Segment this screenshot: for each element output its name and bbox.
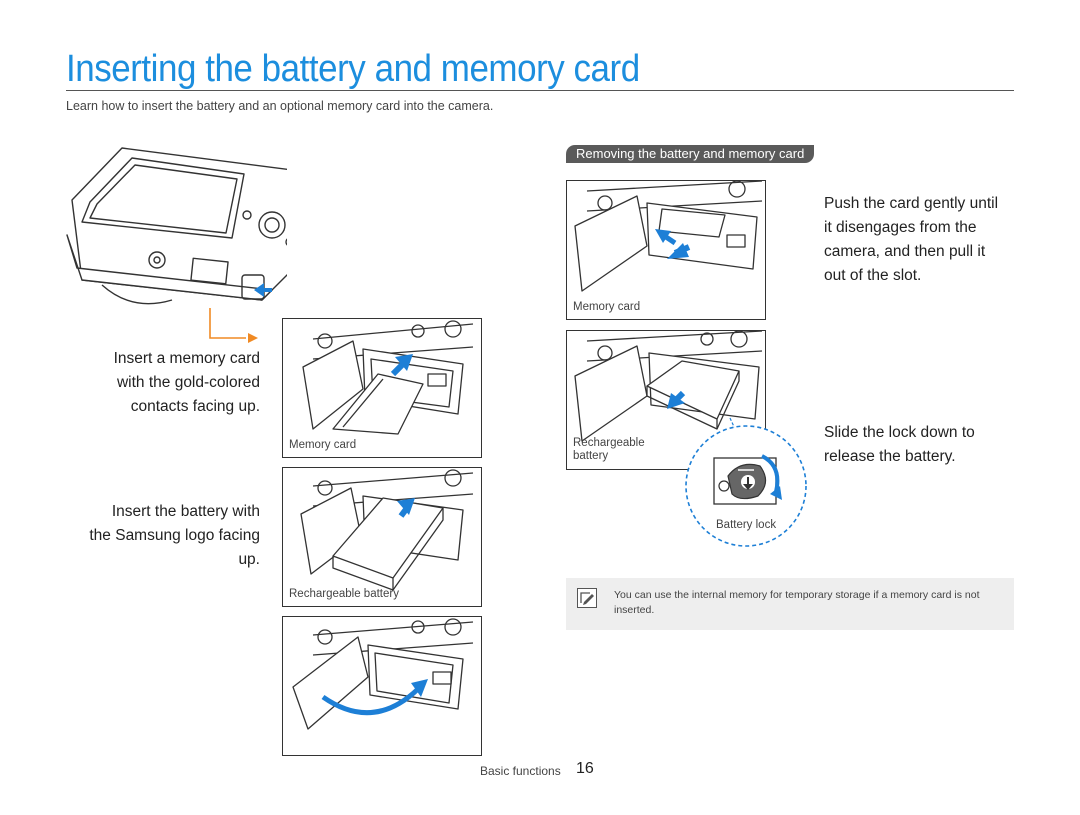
instruction-line: Push the card gently until — [824, 195, 999, 212]
footer-section-label: Basic functions — [480, 764, 561, 778]
instruction-line: the Samsung logo facing — [89, 527, 260, 544]
camera-bottom-illustration — [62, 140, 287, 350]
memory-card-remove-illustration — [567, 181, 766, 320]
note-text: You can use the internal memory for temporary storage if a memory card is not inserted. — [614, 589, 980, 616]
instruction-line: release the battery. — [824, 448, 956, 465]
instruction-line: up. — [238, 551, 260, 568]
page-title: Inserting the battery and memory card — [66, 48, 640, 90]
caption-line: battery — [573, 450, 609, 462]
page-subtitle: Learn how to insert the battery and an optional memory card into the camera. — [66, 99, 494, 113]
memory-card-caption: Memory card — [573, 301, 641, 313]
instruction-line: contacts facing up. — [130, 398, 260, 415]
battery-lock-caption: Battery lock — [716, 519, 777, 531]
page-number: 16 — [576, 760, 594, 777]
title-divider — [66, 90, 1014, 91]
battery-lock-zoom — [680, 410, 815, 555]
memory-card-remove-figure — [566, 180, 766, 320]
memory-card-insert-illustration — [283, 319, 482, 458]
instruction-line: with the gold-colored — [116, 374, 260, 391]
insert-battery-instructions — [40, 500, 260, 572]
memory-card-insert-figure — [282, 318, 482, 458]
section-heading-pill: Removing the battery and memory card — [566, 145, 814, 163]
instruction-line: out of the slot. — [824, 267, 922, 284]
close-cover-illustration — [283, 617, 482, 756]
battery-lock-instructions — [824, 421, 975, 469]
close-cover-figure — [282, 616, 482, 756]
instruction-line: Slide the lock down to — [824, 424, 975, 441]
instruction-line: Insert the battery with — [111, 503, 260, 520]
instruction-line: it disengages from the — [824, 219, 977, 236]
caption-line: Rechargeable — [573, 437, 645, 449]
pencil-note-icon — [577, 588, 597, 608]
instruction-line: camera, and then pull it — [824, 243, 986, 260]
rechargeable-battery-caption: Rechargeable battery — [289, 588, 399, 600]
insert-memory-card-instructions — [60, 347, 260, 419]
memory-card-caption: Memory card — [289, 439, 357, 451]
battery-insert-figure — [282, 467, 482, 607]
battery-insert-illustration — [283, 468, 482, 607]
instruction-line: Insert a memory card — [113, 350, 260, 367]
rechargeable-battery-caption — [573, 437, 645, 463]
remove-card-instructions — [824, 192, 998, 288]
